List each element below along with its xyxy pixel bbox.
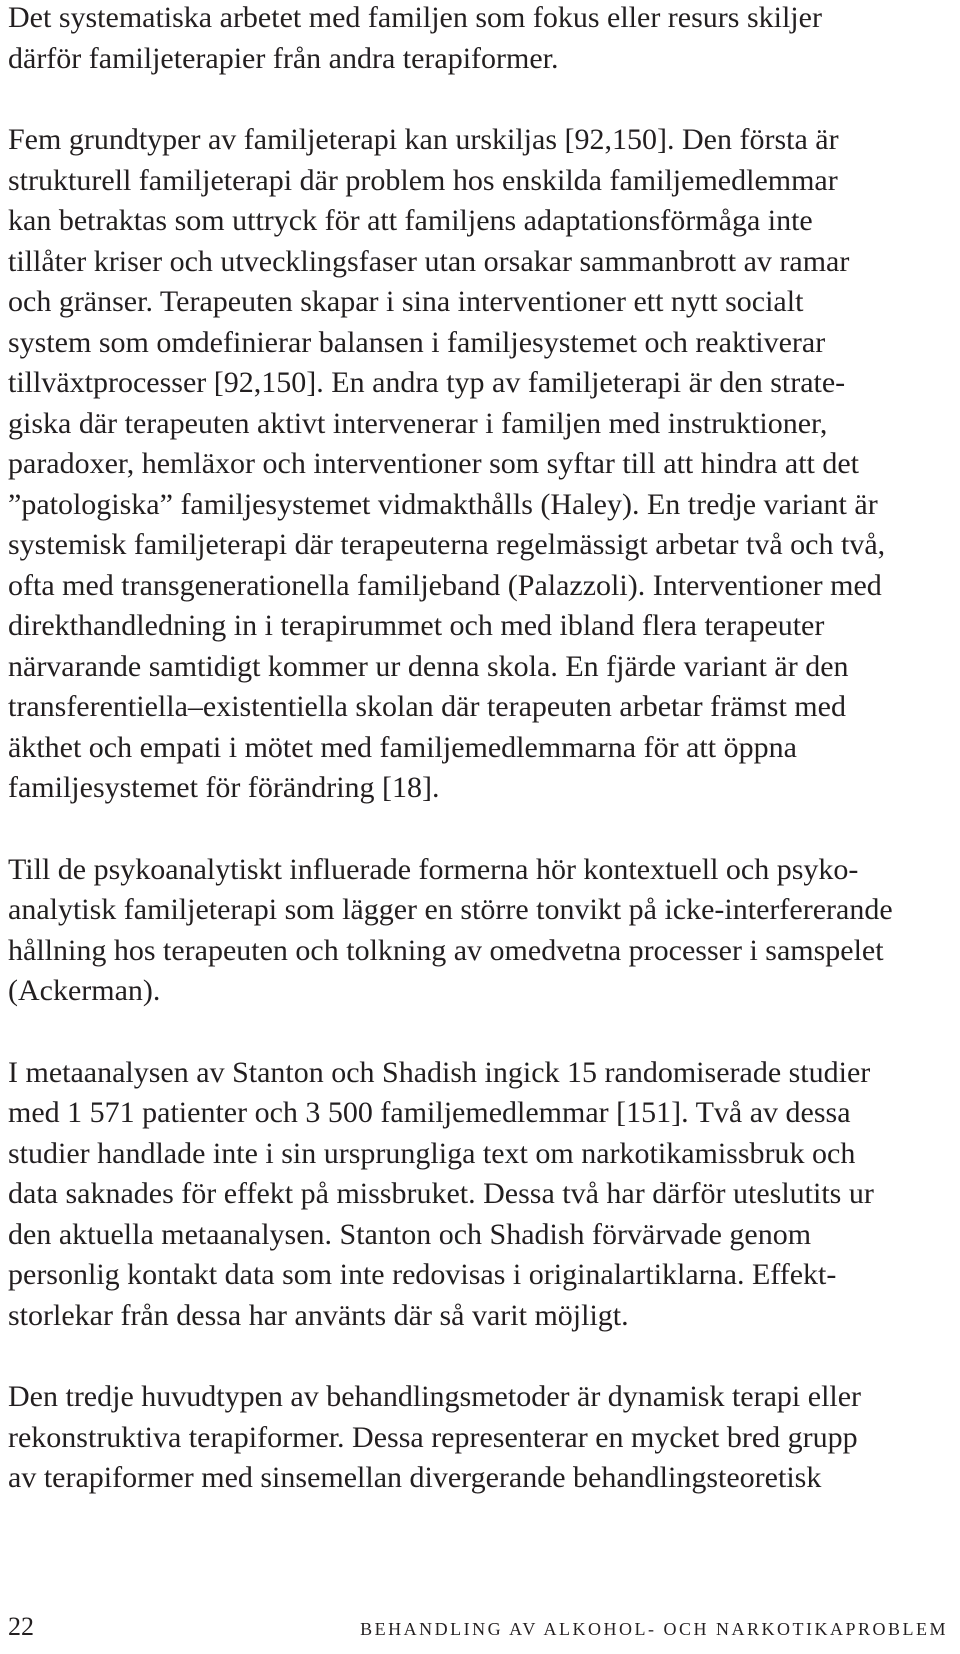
paragraph-gap [8, 1336, 952, 1377]
text-line: närvarande samtidigt kommer ur denna skola. En fjärde variant är den [8, 649, 849, 683]
text-line: analytisk familjeterapi som lägger en större tonvikt på icke-interfererande [8, 893, 893, 926]
text-line: med 1 571 patienter och 3 500 familjemedlemmar [151]. Två av dessa [8, 1096, 851, 1129]
text-line: tillväxtprocesser [92,150]. En andra typ av familjeterapi är den strate- [8, 366, 846, 399]
text-line: data saknades för effekt på missbruket. Dessa två har därför uteslutits ur [8, 1177, 874, 1210]
text-line: strukturell familjeterapi där problem hos enskilda familjemedlemmar [8, 163, 838, 197]
paragraph-gap [8, 79, 952, 120]
text-line: av terapiformer med sinsemellan divergerande behandlingsteoretisk [8, 1461, 822, 1494]
text-line: studier handlade inte i sin ursprungliga text om narkotikamissbruk och [8, 1136, 856, 1170]
text-line: Fem grundtyper av familjeterapi kan urskiljas [92,150]. Den första är [8, 123, 839, 156]
text-line: direkthandledning in i terapirummet och med ibland flera terapeuter [8, 609, 825, 642]
text-line: I metaanalysen av Stanton och Shadish ingick 15 randomiserade studier [8, 1055, 871, 1089]
text-line: personlig kontakt data som inte redovisas i originalartiklarna. Effekt- [8, 1258, 837, 1291]
text-line: transferentiella–existentiella skolan där terapeuten arbetar främst med [8, 690, 846, 723]
text-line: systemisk familjeterapi där terapeuterna regelmässigt arbetar två och två, [8, 528, 886, 561]
paragraph-gap [8, 809, 952, 850]
text-line: ofta med transgenerationella familjeband (Palazzoli). Interventioner med [8, 568, 882, 602]
footer-divider [0, 1606, 960, 1607]
text-line: rekonstruktiva terapiformer. Dessa representerar en mycket bred grupp [8, 1420, 858, 1454]
text-line: därför familjeterapier från andra terapiformer. [8, 41, 559, 75]
body-text [8, 0, 952, 1499]
text-line: hållning hos terapeuten och tolkning av omedvetna processer i samspelet [8, 933, 884, 967]
text-line: Den tredje huvudtypen av behandlingsmetoder är dynamisk terapi eller [8, 1380, 862, 1413]
text-line: (Ackerman). [8, 974, 161, 1007]
text-line: storlekar från dessa har använts där så varit möjligt. [8, 1298, 629, 1332]
text-line: giska där terapeuten aktivt intervenerar i familjen med instruktioner, [8, 406, 828, 440]
paragraph-gap [8, 1012, 952, 1053]
page-number: 22 [8, 1612, 34, 1641]
paragraph-metaanalysis [8, 1053, 952, 1337]
text-line: ”patologiska” familjesystemet vidmakthålls (Haley). En tredje variant är [8, 487, 878, 521]
paragraph-dynamic-therapy [8, 1377, 952, 1499]
text-line: Det systematiska arbetet med familjen som fokus eller resurs skiljer [8, 1, 822, 34]
paragraph-intro [8, 0, 952, 79]
text-line: tillåter kriser och utvecklingsfaser utan orsakar sammanbrott av ramar [8, 244, 850, 278]
text-line: paradoxer, hemläxor och interventioner som syftar till att hindra att det [8, 447, 860, 480]
running-title: BEHANDLING AV ALKOHOL- OCH NARKOTIKAPROBLEM [360, 1619, 948, 1639]
text-line: äkthet och empati i mötet med familjemedlemmarna för att öppna [8, 730, 797, 764]
paragraph-psychoanalytic [8, 850, 952, 1012]
text-line: system som omdefinierar balansen i familjesystemet och reaktiverar [8, 325, 826, 359]
text-line: och gränser. Terapeuten skapar i sina interventioner ett nytt socialt [8, 285, 804, 318]
text-line: familjesystemet för förändring [18]. [8, 771, 440, 804]
paragraph-family-therapy-types [8, 120, 952, 809]
text-line: den aktuella metaanalysen. Stanton och Shadish förvärvade genom [8, 1217, 812, 1251]
text-line: kan betraktas som uttryck för att familjens adaptationsförmåga inte [8, 204, 813, 237]
text-line: Till de psykoanalytiskt influerade formerna hör kontextuell och psyko- [8, 852, 859, 886]
